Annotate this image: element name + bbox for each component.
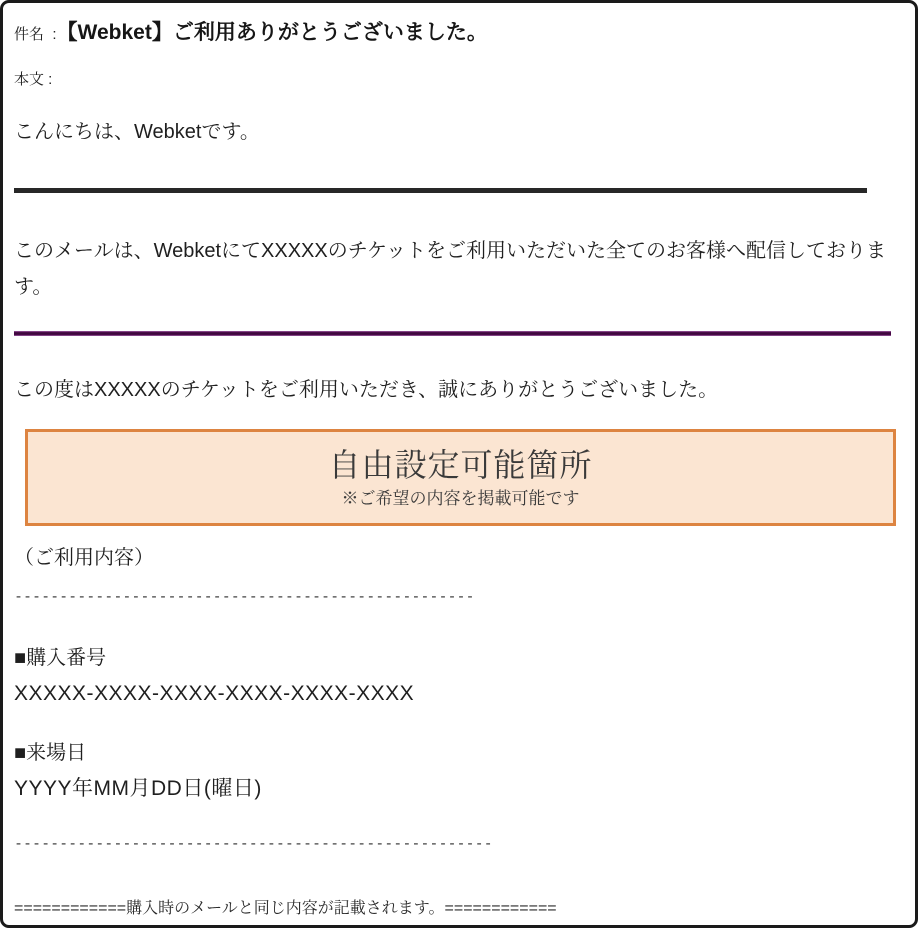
subject-text: 【Webket】ご利用ありがとうございました。 (56, 21, 488, 44)
thanks-paragraph: この度はXXXXXのチケットをご利用いただき、誠にありがとうございました。 (14, 379, 719, 401)
purchase-number-label: ■購入番号 (14, 647, 107, 669)
purple-separator-line (14, 331, 891, 336)
email-content (3, 3, 915, 921)
customizable-area-title: 自由設定可能箇所 (328, 446, 593, 483)
dashed-divider-top: --------------------------------------------------- (14, 587, 475, 605)
footer-note-text: ============購入時のメールと同じ内容が記載されます。============ (14, 900, 557, 917)
customizable-area-note: ※ご希望の内容を掲載可能です (341, 488, 580, 508)
visit-date-block (14, 735, 903, 807)
greeting-text: こんにちは、Webketです。 (14, 121, 260, 143)
customizable-area-box (25, 429, 896, 526)
usage-details-header: （ご利用内容） (14, 547, 154, 569)
subject-field-label: 件名 : (14, 26, 57, 43)
intro-paragraph: このメールは、WebketにてXXXXXのチケットをご利用いただいた全てのお客様へ配信しております。 (14, 240, 886, 298)
body-field-label: 本文 : (14, 71, 53, 88)
visit-date-value: YYYY年MM月DD日(曜日) (14, 777, 262, 800)
dashed-divider-bottom: ----------------------------------------------------- (14, 834, 493, 852)
purchase-number-value: XXXXX-XXXX-XXXX-XXXX-XXXX-XXXX (14, 682, 415, 705)
black-separator-line (14, 188, 867, 193)
subject-row (14, 19, 903, 49)
purchase-number-block (14, 640, 903, 712)
visit-date-label: ■来場日 (14, 742, 87, 764)
